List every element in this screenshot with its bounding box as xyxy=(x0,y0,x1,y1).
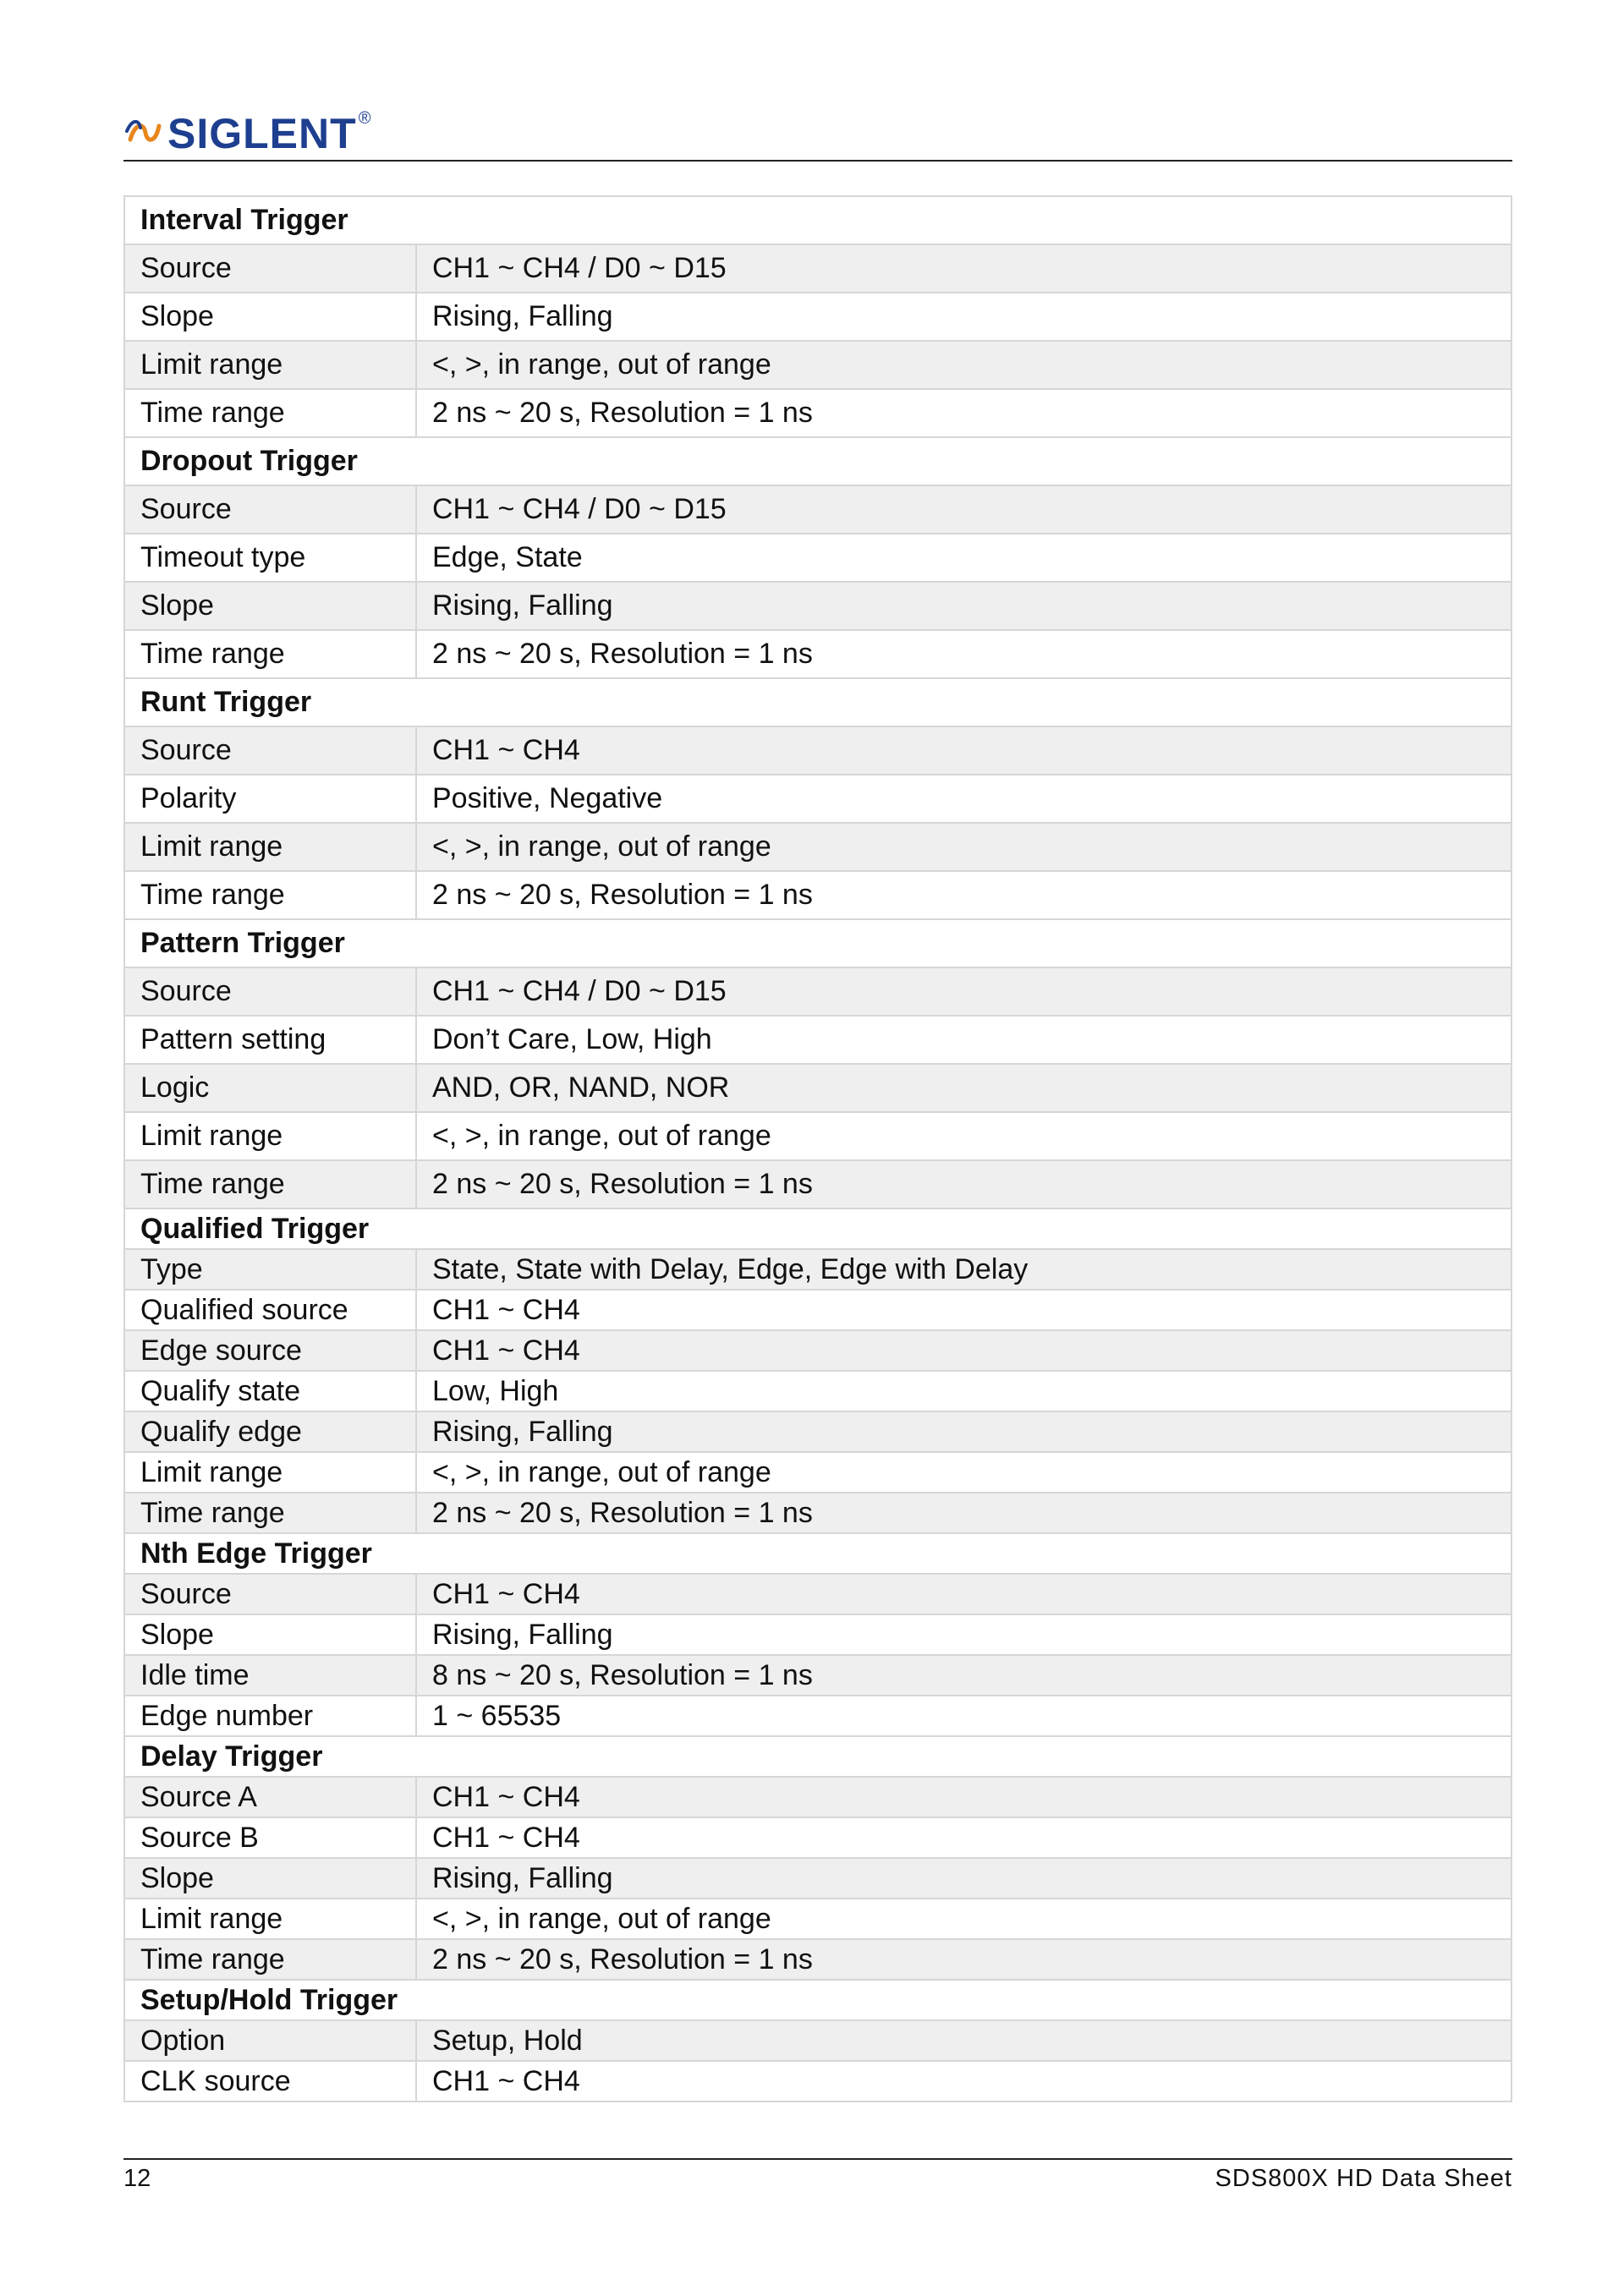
table-row xyxy=(124,1696,1512,1736)
table-row xyxy=(124,1574,1512,1614)
section-header xyxy=(124,437,1512,485)
siglent-wave-icon xyxy=(123,114,162,153)
spec-value: CH1 ~ CH4 / D0 ~ D15 xyxy=(416,967,1512,1016)
spec-value: CH1 ~ CH4 / D0 ~ D15 xyxy=(416,485,1512,534)
spec-value: 2 ns ~ 20 s, Resolution = 1 ns xyxy=(416,1493,1512,1533)
table-row xyxy=(124,534,1512,582)
registered-mark: ® xyxy=(358,108,371,128)
table-row xyxy=(124,1777,1512,1817)
table-row xyxy=(124,967,1512,1016)
spec-label: Source B xyxy=(124,1817,416,1858)
table-row xyxy=(124,1371,1512,1411)
spec-value: 8 ns ~ 20 s, Resolution = 1 ns xyxy=(416,1655,1512,1696)
section-header xyxy=(124,1980,1512,2020)
table-row xyxy=(124,1817,1512,1858)
spec-value: Setup, Hold xyxy=(416,2020,1512,2061)
table-row xyxy=(124,1939,1512,1980)
spec-label: Source A xyxy=(124,1777,416,1817)
spec-value: AND, OR, NAND, NOR xyxy=(416,1064,1512,1112)
spec-value: <, >, in range, out of range xyxy=(416,1899,1512,1939)
section-header xyxy=(124,919,1512,967)
spec-value: 2 ns ~ 20 s, Resolution = 1 ns xyxy=(416,1939,1512,1980)
table-row xyxy=(124,1858,1512,1899)
spec-label: Type xyxy=(124,1249,416,1290)
spec-label: Limit range xyxy=(124,823,416,871)
spec-value: CH1 ~ CH4 / D0 ~ D15 xyxy=(416,244,1512,293)
table-row xyxy=(124,1016,1512,1064)
table-row xyxy=(124,1249,1512,1290)
table-row xyxy=(124,775,1512,823)
spec-value: Rising, Falling xyxy=(416,293,1512,341)
spec-value: State, State with Delay, Edge, Edge with Delay xyxy=(416,1249,1512,1290)
table-row xyxy=(124,1330,1512,1371)
table-row xyxy=(124,244,1512,293)
spec-label: Slope xyxy=(124,293,416,341)
section-header xyxy=(124,1533,1512,1574)
document-title: SDS800X HD Data Sheet xyxy=(1215,2165,1512,2192)
spec-label: Source xyxy=(124,726,416,775)
spec-value: 2 ns ~ 20 s, Resolution = 1 ns xyxy=(416,389,1512,437)
spec-value: Don’t Care, Low, High xyxy=(416,1016,1512,1064)
table-row xyxy=(124,1493,1512,1533)
page-number: 12 xyxy=(123,2165,151,2192)
spec-value: Rising, Falling xyxy=(416,1614,1512,1655)
siglent-logo xyxy=(123,110,370,157)
spec-value: CH1 ~ CH4 xyxy=(416,1574,1512,1614)
spec-value: 2 ns ~ 20 s, Resolution = 1 ns xyxy=(416,630,1512,678)
table-row xyxy=(124,823,1512,871)
section-title: Setup/Hold Trigger xyxy=(124,1980,1512,2020)
spec-label: Qualified source xyxy=(124,1290,416,1330)
spec-label: Edge source xyxy=(124,1330,416,1371)
table-row xyxy=(124,1064,1512,1112)
spec-value: <, >, in range, out of range xyxy=(416,341,1512,389)
spec-value: Low, High xyxy=(416,1371,1512,1411)
spec-label: Qualify state xyxy=(124,1371,416,1411)
header-rule xyxy=(123,160,1512,162)
spec-label: CLK source xyxy=(124,2061,416,2101)
spec-value: <, >, in range, out of range xyxy=(416,823,1512,871)
section-title: Nth Edge Trigger xyxy=(124,1533,1512,1574)
spec-label: Idle time xyxy=(124,1655,416,1696)
spec-value: Rising, Falling xyxy=(416,1858,1512,1899)
spec-value: CH1 ~ CH4 xyxy=(416,1290,1512,1330)
spec-label: Pattern setting xyxy=(124,1016,416,1064)
spec-value: Rising, Falling xyxy=(416,582,1512,630)
section-title: Qualified Trigger xyxy=(124,1208,1512,1249)
table-row xyxy=(124,871,1512,919)
table-row xyxy=(124,1452,1512,1493)
table-row xyxy=(124,1899,1512,1939)
spec-label: Source xyxy=(124,967,416,1016)
section-title: Pattern Trigger xyxy=(124,919,1512,967)
table-row xyxy=(124,341,1512,389)
table-row xyxy=(124,1411,1512,1452)
spec-label: Logic xyxy=(124,1064,416,1112)
table-row xyxy=(124,485,1512,534)
trigger-spec-table xyxy=(123,195,1512,2102)
spec-label: Edge number xyxy=(124,1696,416,1736)
spec-label: Time range xyxy=(124,1160,416,1208)
spec-value: <, >, in range, out of range xyxy=(416,1452,1512,1493)
spec-value: 2 ns ~ 20 s, Resolution = 1 ns xyxy=(416,1160,1512,1208)
spec-value: CH1 ~ CH4 xyxy=(416,1330,1512,1371)
spec-label: Time range xyxy=(124,1939,416,1980)
spec-label: Slope xyxy=(124,1858,416,1899)
table-row xyxy=(124,2061,1512,2101)
section-title: Dropout Trigger xyxy=(124,437,1512,485)
spec-label: Qualify edge xyxy=(124,1411,416,1452)
section-header xyxy=(124,678,1512,726)
spec-label: Timeout type xyxy=(124,534,416,582)
table-row xyxy=(124,1290,1512,1330)
spec-label: Time range xyxy=(124,871,416,919)
section-title: Delay Trigger xyxy=(124,1736,1512,1777)
table-row xyxy=(124,582,1512,630)
spec-value: CH1 ~ CH4 xyxy=(416,1817,1512,1858)
brand-name: SIGLENT xyxy=(167,110,357,157)
table-row xyxy=(124,1655,1512,1696)
table-row xyxy=(124,389,1512,437)
spec-label: Time range xyxy=(124,1493,416,1533)
spec-value: Positive, Negative xyxy=(416,775,1512,823)
spec-label: Slope xyxy=(124,582,416,630)
spec-label: Limit range xyxy=(124,1112,416,1160)
section-header xyxy=(124,196,1512,244)
spec-value: 1 ~ 65535 xyxy=(416,1696,1512,1736)
spec-value: CH1 ~ CH4 xyxy=(416,1777,1512,1817)
spec-label: Slope xyxy=(124,1614,416,1655)
section-header xyxy=(124,1736,1512,1777)
spec-value: 2 ns ~ 20 s, Resolution = 1 ns xyxy=(416,871,1512,919)
spec-value: <, >, in range, out of range xyxy=(416,1112,1512,1160)
spec-label: Limit range xyxy=(124,1899,416,1939)
section-title: Runt Trigger xyxy=(124,678,1512,726)
section-header xyxy=(124,1208,1512,1249)
spec-label: Option xyxy=(124,2020,416,2061)
spec-label: Source xyxy=(124,244,416,293)
table-row xyxy=(124,630,1512,678)
table-row xyxy=(124,1112,1512,1160)
table-row xyxy=(124,293,1512,341)
spec-label: Time range xyxy=(124,389,416,437)
spec-label: Polarity xyxy=(124,775,416,823)
spec-label: Limit range xyxy=(124,341,416,389)
section-title: Interval Trigger xyxy=(124,196,1512,244)
table-row xyxy=(124,2020,1512,2061)
table-row xyxy=(124,1160,1512,1208)
spec-value: CH1 ~ CH4 xyxy=(416,2061,1512,2101)
table-row xyxy=(124,726,1512,775)
spec-value: Edge, State xyxy=(416,534,1512,582)
spec-label: Time range xyxy=(124,630,416,678)
spec-label: Source xyxy=(124,485,416,534)
spec-label: Limit range xyxy=(124,1452,416,1493)
table-row xyxy=(124,1614,1512,1655)
spec-label: Source xyxy=(124,1574,416,1614)
spec-value: CH1 ~ CH4 xyxy=(416,726,1512,775)
spec-value: Rising, Falling xyxy=(416,1411,1512,1452)
footer-rule xyxy=(123,2158,1512,2160)
